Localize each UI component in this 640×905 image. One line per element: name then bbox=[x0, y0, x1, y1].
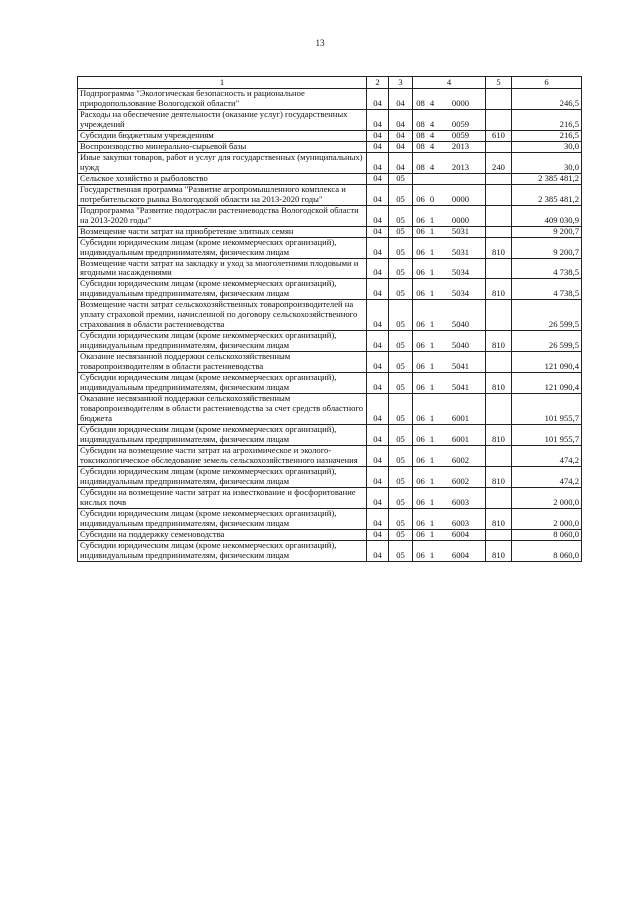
subsection-code-cell: 05 bbox=[389, 508, 413, 529]
subprogram-code: 1 bbox=[429, 496, 435, 507]
section-code-cell: 04 bbox=[367, 130, 389, 141]
subsection-code-cell: 05 bbox=[389, 352, 413, 373]
section-code-cell: 04 bbox=[367, 331, 389, 352]
direction-code: 2013 bbox=[451, 161, 470, 172]
section-code-cell: 04 bbox=[367, 394, 389, 425]
target-article-cell bbox=[413, 184, 486, 205]
column-header: 6 bbox=[512, 77, 582, 89]
program-code: 08 bbox=[416, 118, 425, 129]
expense-type-cell: 810 bbox=[486, 540, 512, 561]
subsection-code-cell: 05 bbox=[389, 226, 413, 237]
amount-cell: 121 090,4 bbox=[512, 373, 582, 394]
section-code-cell: 04 bbox=[367, 540, 389, 561]
target-article-cell bbox=[413, 487, 486, 508]
row-name-cell: Субсидии юридическим лицам (кроме некоммерческих организаций), индивидуальным предпринимателям, физическим лицам bbox=[78, 237, 367, 258]
table-row bbox=[78, 373, 582, 394]
row-name-cell: Субсидии юридическим лицам (кроме некоммерческих организаций), индивидуальным предпринимателям, физическим лицам bbox=[78, 540, 367, 561]
row-name-cell: Иные закупки товаров, работ и услуг для государственных (муниципальных) нужд bbox=[78, 152, 367, 173]
target-article-cell bbox=[413, 130, 486, 141]
subprogram-code: 4 bbox=[429, 161, 435, 172]
expense-type-cell bbox=[486, 258, 512, 279]
section-code-cell: 04 bbox=[367, 466, 389, 487]
direction-code: 6001 bbox=[451, 413, 470, 424]
amount-cell: 8 060,0 bbox=[512, 540, 582, 561]
table-row bbox=[78, 466, 582, 487]
subprogram-code: 4 bbox=[429, 141, 435, 151]
direction-code: 5040 bbox=[451, 340, 470, 351]
direction-code: 6004 bbox=[451, 549, 470, 560]
row-name-cell: Возмещение части затрат сельскохозяйственных товаропроизводителей на уплату страховой премии, начисленной по договору сельскохозяйственного страхования в области растениеводства bbox=[78, 300, 367, 331]
target-article-cell bbox=[413, 109, 486, 130]
target-article-cell bbox=[413, 237, 486, 258]
expense-type-cell: 810 bbox=[486, 237, 512, 258]
expense-type-cell bbox=[486, 226, 512, 237]
expense-type-cell: 810 bbox=[486, 508, 512, 529]
target-article-cell bbox=[413, 331, 486, 352]
column-header: 5 bbox=[486, 77, 512, 89]
column-header: 3 bbox=[389, 77, 413, 89]
section-code-cell: 04 bbox=[367, 89, 389, 110]
direction-code: 6001 bbox=[451, 433, 470, 444]
expense-type-cell: 810 bbox=[486, 466, 512, 487]
subsection-code-cell: 05 bbox=[389, 445, 413, 466]
target-article-cell bbox=[413, 394, 486, 425]
table-row bbox=[78, 152, 582, 173]
subprogram-code: 1 bbox=[429, 549, 435, 560]
program-code: 06 bbox=[416, 340, 425, 351]
program-code: 06 bbox=[416, 433, 425, 444]
amount-cell: 30,0 bbox=[512, 152, 582, 173]
section-code-cell: 04 bbox=[367, 258, 389, 279]
table-header-row bbox=[78, 77, 582, 89]
subsection-code-cell: 04 bbox=[389, 109, 413, 130]
expense-type-cell: 810 bbox=[486, 279, 512, 300]
program-code: 06 bbox=[416, 496, 425, 507]
section-code-cell: 04 bbox=[367, 529, 389, 540]
subsection-code-cell: 05 bbox=[389, 394, 413, 425]
row-name-cell: Подпрограмма "Экологическая безопасность и рациональное природопользование Вологодской области" bbox=[78, 89, 367, 110]
subprogram-code: 1 bbox=[429, 382, 435, 393]
subsection-code-cell: 05 bbox=[389, 487, 413, 508]
table-row bbox=[78, 508, 582, 529]
target-article-cell bbox=[413, 205, 486, 226]
subprogram-code: 1 bbox=[429, 319, 435, 330]
program-code: 08 bbox=[416, 130, 425, 140]
section-code-cell: 04 bbox=[367, 508, 389, 529]
amount-cell: 4 738,5 bbox=[512, 279, 582, 300]
program-code: 08 bbox=[416, 161, 425, 172]
row-name-cell: Субсидии юридическим лицам (кроме некоммерческих организаций), индивидуальным предпринимателям, физическим лицам bbox=[78, 425, 367, 446]
direction-code: 2013 bbox=[451, 141, 470, 151]
table-row bbox=[78, 141, 582, 152]
expense-type-cell: 810 bbox=[486, 331, 512, 352]
subsection-code-cell: 05 bbox=[389, 258, 413, 279]
section-code-cell: 04 bbox=[367, 279, 389, 300]
direction-code: 0000 bbox=[451, 214, 470, 225]
program-code: 08 bbox=[416, 97, 425, 108]
amount-cell: 4 738,5 bbox=[512, 258, 582, 279]
subprogram-code: 1 bbox=[429, 529, 435, 539]
subprogram-code: 1 bbox=[429, 413, 435, 424]
amount-cell: 2 000,0 bbox=[512, 508, 582, 529]
program-code: 06 bbox=[416, 517, 425, 528]
budget-table bbox=[77, 76, 582, 562]
table-row bbox=[78, 529, 582, 540]
subsection-code-cell: 05 bbox=[389, 425, 413, 446]
subprogram-code: 1 bbox=[429, 433, 435, 444]
subsection-code-cell: 05 bbox=[389, 540, 413, 561]
direction-code: 5034 bbox=[451, 267, 470, 278]
table-row bbox=[78, 237, 582, 258]
expense-type-cell bbox=[486, 173, 512, 184]
expense-type-cell bbox=[486, 529, 512, 540]
row-name-cell: Государственная программа "Развитие агропромышленного комплекса и потребительского рынка Вологодской области на 2013-2020 годы" bbox=[78, 184, 367, 205]
subprogram-code: 1 bbox=[429, 361, 435, 372]
expense-type-cell bbox=[486, 184, 512, 205]
table-row bbox=[78, 279, 582, 300]
subprogram-code: 1 bbox=[429, 226, 435, 236]
section-code-cell: 04 bbox=[367, 373, 389, 394]
target-article-cell bbox=[413, 89, 486, 110]
row-name-cell: Оказание несвязанной поддержки сельскохозяйственным товаропроизводителям в области растениеводства bbox=[78, 352, 367, 373]
row-name-cell: Оказание несвязанной поддержки сельскохозяйственным товаропроизводителям в области растениеводства за счет средств областного бюджета bbox=[78, 394, 367, 425]
row-name-cell: Воспроизводство минерально-сырьевой базы bbox=[78, 141, 367, 152]
subsection-code-cell: 05 bbox=[389, 173, 413, 184]
target-article-cell bbox=[413, 425, 486, 446]
direction-code: 5031 bbox=[451, 226, 470, 236]
expense-type-cell bbox=[486, 352, 512, 373]
amount-cell: 2 000,0 bbox=[512, 487, 582, 508]
table-row bbox=[78, 352, 582, 373]
subsection-code-cell: 04 bbox=[389, 141, 413, 152]
program-code: 06 bbox=[416, 361, 425, 372]
subsection-code-cell: 05 bbox=[389, 331, 413, 352]
direction-code: 5034 bbox=[451, 288, 470, 299]
program-code: 08 bbox=[416, 141, 425, 151]
amount-cell: 101 955,7 bbox=[512, 425, 582, 446]
amount-cell: 121 090,4 bbox=[512, 352, 582, 373]
expense-type-cell: 610 bbox=[486, 130, 512, 141]
row-name-cell: Субсидии на возмещение части затрат на известкование и фосфоритование кислых почв bbox=[78, 487, 367, 508]
program-code: 06 bbox=[416, 413, 425, 424]
table-row bbox=[78, 540, 582, 561]
subsection-code-cell: 04 bbox=[389, 130, 413, 141]
section-code-cell: 04 bbox=[367, 226, 389, 237]
program-code: 06 bbox=[416, 475, 425, 486]
expense-type-cell bbox=[486, 394, 512, 425]
section-code-cell: 04 bbox=[367, 141, 389, 152]
expense-type-cell: 810 bbox=[486, 425, 512, 446]
target-article-cell bbox=[413, 373, 486, 394]
column-header: 4 bbox=[413, 77, 486, 89]
table-row bbox=[78, 184, 582, 205]
section-code-cell: 04 bbox=[367, 425, 389, 446]
amount-cell: 26 599,5 bbox=[512, 300, 582, 331]
subsection-code-cell: 05 bbox=[389, 205, 413, 226]
target-article-cell bbox=[413, 279, 486, 300]
expense-type-cell bbox=[486, 89, 512, 110]
row-name-cell: Субсидии на поддержку семеноводства bbox=[78, 529, 367, 540]
row-name-cell: Субсидии бюджетным учреждениям bbox=[78, 130, 367, 141]
direction-code: 5040 bbox=[451, 319, 470, 330]
direction-code: 5041 bbox=[451, 361, 470, 372]
section-code-cell: 04 bbox=[367, 173, 389, 184]
subprogram-code: 1 bbox=[429, 454, 435, 465]
section-code-cell: 04 bbox=[367, 109, 389, 130]
row-name-cell: Подпрограмма "Развитие подотрасли растениеводства Вологодской области на 2013-2020 годы" bbox=[78, 205, 367, 226]
target-article-cell bbox=[413, 226, 486, 237]
target-article-cell bbox=[413, 352, 486, 373]
program-code: 06 bbox=[416, 246, 425, 257]
amount-cell: 9 200,7 bbox=[512, 237, 582, 258]
table-row bbox=[78, 226, 582, 237]
amount-cell: 30,0 bbox=[512, 141, 582, 152]
program-code: 06 bbox=[416, 529, 425, 539]
amount-cell: 216,5 bbox=[512, 130, 582, 141]
subprogram-code: 4 bbox=[429, 118, 435, 129]
direction-code: 0059 bbox=[451, 130, 470, 140]
subprogram-code: 1 bbox=[429, 340, 435, 351]
section-code-cell: 04 bbox=[367, 445, 389, 466]
table-row bbox=[78, 258, 582, 279]
table-row bbox=[78, 300, 582, 331]
amount-cell: 246,5 bbox=[512, 89, 582, 110]
amount-cell: 8 060,0 bbox=[512, 529, 582, 540]
amount-cell: 474,2 bbox=[512, 466, 582, 487]
direction-code: 0000 bbox=[451, 193, 470, 204]
expense-type-cell bbox=[486, 205, 512, 226]
page-number: 13 bbox=[315, 38, 325, 48]
section-code-cell: 04 bbox=[367, 184, 389, 205]
direction-code: 0059 bbox=[451, 118, 470, 129]
section-code-cell: 04 bbox=[367, 300, 389, 331]
section-code-cell: 04 bbox=[367, 487, 389, 508]
section-code-cell: 04 bbox=[367, 205, 389, 226]
target-article-cell bbox=[413, 258, 486, 279]
row-name-cell: Субсидии юридическим лицам (кроме некоммерческих организаций), индивидуальным предпринимателям, физическим лицам bbox=[78, 373, 367, 394]
table-row bbox=[78, 109, 582, 130]
subprogram-code: 4 bbox=[429, 97, 435, 108]
subprogram-code: 0 bbox=[429, 193, 435, 204]
amount-cell: 409 030,9 bbox=[512, 205, 582, 226]
subsection-code-cell: 05 bbox=[389, 184, 413, 205]
subprogram-code: 4 bbox=[429, 130, 435, 140]
table-row bbox=[78, 445, 582, 466]
row-name-cell: Субсидии юридическим лицам (кроме некоммерческих организаций), индивидуальным предпринимателям, физическим лицам bbox=[78, 508, 367, 529]
program-code: 06 bbox=[416, 226, 425, 236]
table-row bbox=[78, 487, 582, 508]
subprogram-code: 1 bbox=[429, 517, 435, 528]
row-name-cell: Возмещение части затрат на закладку и уход за многолетними плодовыми и ягодными насаждениями bbox=[78, 258, 367, 279]
direction-code: 6004 bbox=[451, 529, 470, 539]
row-name-cell: Возмещение части затрат на приобретение элитных семян bbox=[78, 226, 367, 237]
subprogram-code: 1 bbox=[429, 246, 435, 257]
table-row bbox=[78, 394, 582, 425]
row-name-cell: Субсидии юридическим лицам (кроме некоммерческих организаций), индивидуальным предпринимателям, физическим лицам bbox=[78, 466, 367, 487]
program-code: 06 bbox=[416, 382, 425, 393]
subsection-code-cell: 05 bbox=[389, 529, 413, 540]
table-row bbox=[78, 205, 582, 226]
program-code: 06 bbox=[416, 267, 425, 278]
target-article-cell bbox=[413, 540, 486, 561]
direction-code: 6002 bbox=[451, 454, 470, 465]
table-row bbox=[78, 425, 582, 446]
table-row bbox=[78, 89, 582, 110]
target-article-cell bbox=[413, 508, 486, 529]
expense-type-cell: 810 bbox=[486, 373, 512, 394]
row-name-cell: Расходы на обеспечение деятельности (оказание услуг) государственных учреждений bbox=[78, 109, 367, 130]
section-code-cell: 04 bbox=[367, 152, 389, 173]
amount-cell: 216,5 bbox=[512, 109, 582, 130]
program-code: 06 bbox=[416, 214, 425, 225]
amount-cell: 2 385 481,2 bbox=[512, 184, 582, 205]
subprogram-code: 1 bbox=[429, 475, 435, 486]
expense-type-cell bbox=[486, 300, 512, 331]
table-row bbox=[78, 173, 582, 184]
target-article-cell bbox=[413, 152, 486, 173]
subsection-code-cell: 05 bbox=[389, 237, 413, 258]
target-article-cell bbox=[413, 445, 486, 466]
expense-type-cell bbox=[486, 109, 512, 130]
subsection-code-cell: 05 bbox=[389, 373, 413, 394]
target-article-cell bbox=[413, 529, 486, 540]
table-row bbox=[78, 331, 582, 352]
amount-cell: 9 200,7 bbox=[512, 226, 582, 237]
subprogram-code: 1 bbox=[429, 267, 435, 278]
program-code: 06 bbox=[416, 319, 425, 330]
direction-code: 6002 bbox=[451, 475, 470, 486]
direction-code: 0000 bbox=[451, 97, 470, 108]
section-code-cell: 04 bbox=[367, 352, 389, 373]
amount-cell: 2 385 481,2 bbox=[512, 173, 582, 184]
subsection-code-cell: 05 bbox=[389, 300, 413, 331]
target-article-cell bbox=[413, 173, 486, 184]
table-row bbox=[78, 130, 582, 141]
expense-type-cell: 240 bbox=[486, 152, 512, 173]
subprogram-code: 1 bbox=[429, 214, 435, 225]
program-code: 06 bbox=[416, 454, 425, 465]
subsection-code-cell: 05 bbox=[389, 466, 413, 487]
row-name-cell: Субсидии юридическим лицам (кроме некоммерческих организаций), индивидуальным предпринимателям, физическим лицам bbox=[78, 331, 367, 352]
row-name-cell: Субсидии на возмещение части затрат на агрохимическое и эколого-токсикологическое обследование земель сельскохозяйственного назначения bbox=[78, 445, 367, 466]
expense-type-cell bbox=[486, 445, 512, 466]
direction-code: 6003 bbox=[451, 496, 470, 507]
program-code: 06 bbox=[416, 549, 425, 560]
program-code: 06 bbox=[416, 288, 425, 299]
column-header: 1 bbox=[78, 77, 367, 89]
direction-code: 5041 bbox=[451, 382, 470, 393]
target-article-cell bbox=[413, 141, 486, 152]
target-article-cell bbox=[413, 466, 486, 487]
section-code-cell: 04 bbox=[367, 237, 389, 258]
amount-cell: 101 955,7 bbox=[512, 394, 582, 425]
expense-type-cell bbox=[486, 487, 512, 508]
subsection-code-cell: 05 bbox=[389, 279, 413, 300]
direction-code: 6003 bbox=[451, 517, 470, 528]
program-code: 06 bbox=[416, 193, 425, 204]
amount-cell: 474,2 bbox=[512, 445, 582, 466]
subsection-code-cell: 04 bbox=[389, 89, 413, 110]
subsection-code-cell: 04 bbox=[389, 152, 413, 173]
expense-type-cell bbox=[486, 141, 512, 152]
column-header: 2 bbox=[367, 77, 389, 89]
row-name-cell: Субсидии юридическим лицам (кроме некоммерческих организаций), индивидуальным предпринимателям, физическим лицам bbox=[78, 279, 367, 300]
amount-cell: 26 599,5 bbox=[512, 331, 582, 352]
direction-code: 5031 bbox=[451, 246, 470, 257]
subprogram-code: 1 bbox=[429, 288, 435, 299]
row-name-cell: Сельское хозяйство и рыболовство bbox=[78, 173, 367, 184]
target-article-cell bbox=[413, 300, 486, 331]
